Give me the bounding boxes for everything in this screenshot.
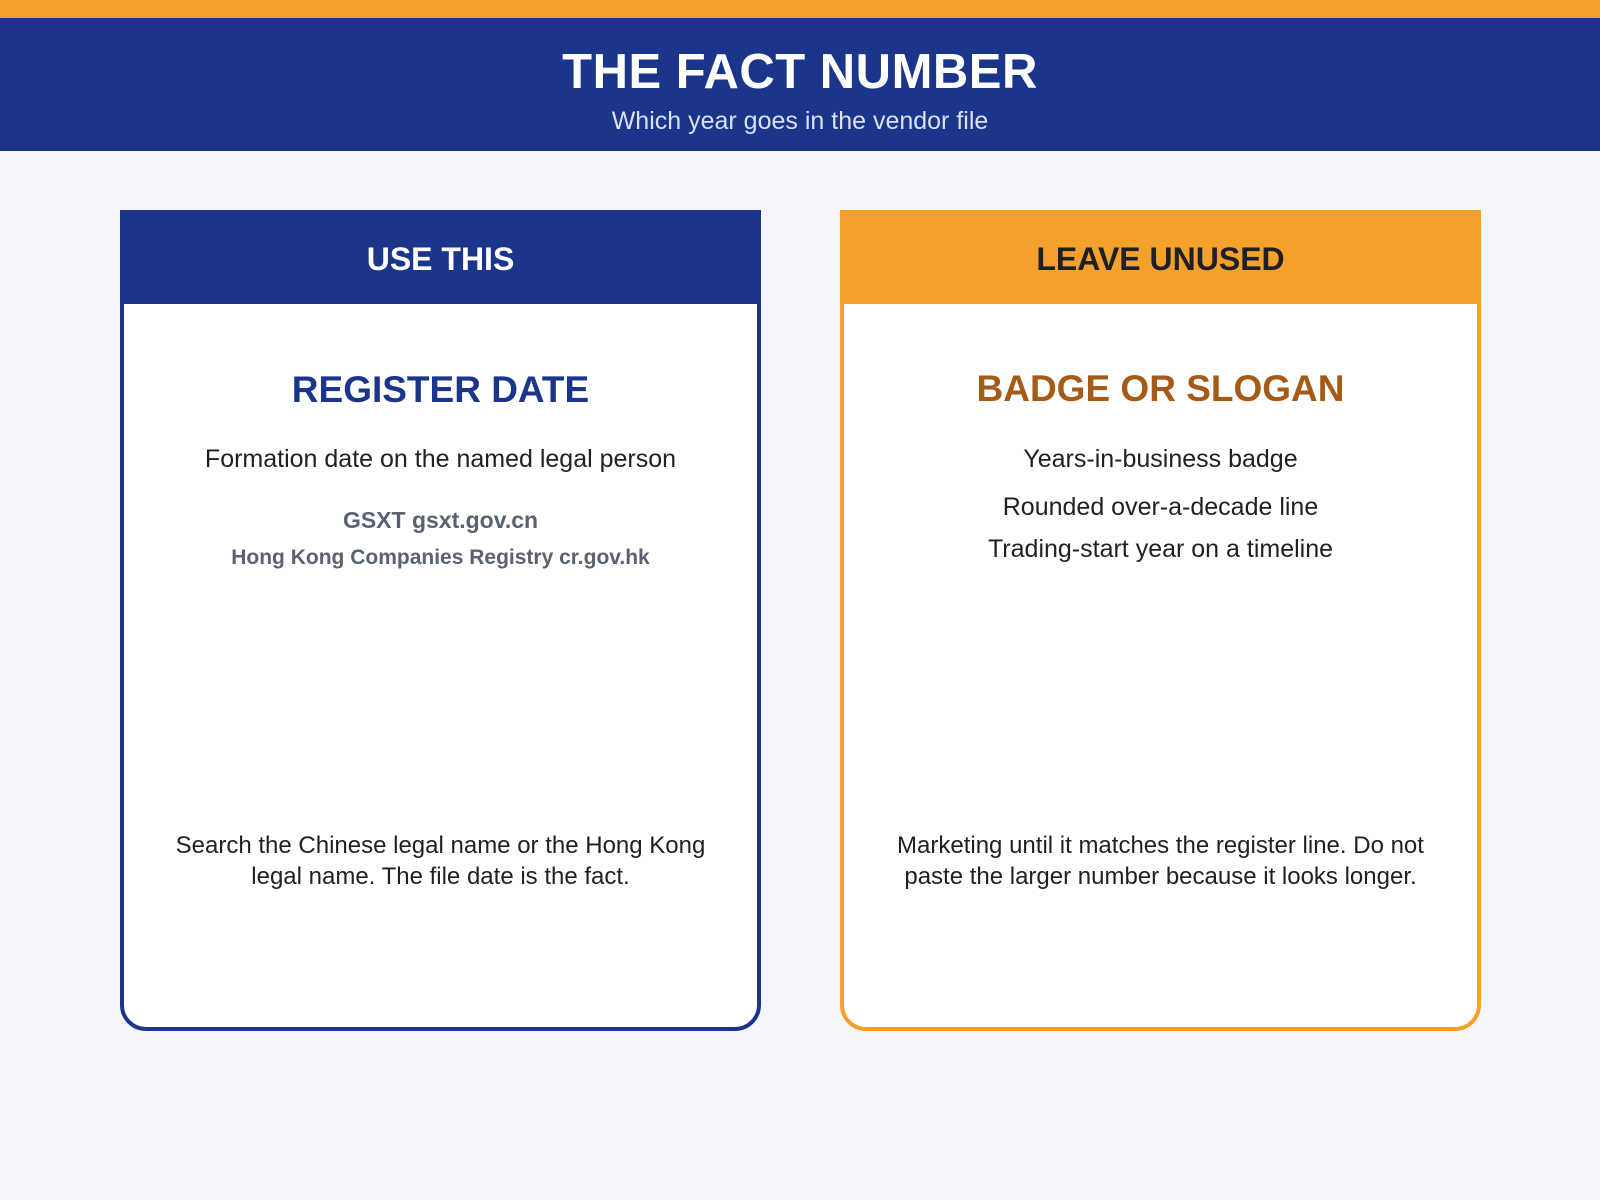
unused-item: Years-in-business badge [1023, 445, 1298, 473]
unused-item: Rounded over-a-decade line [1002, 493, 1319, 521]
register-date-heading: REGISTER DATE [291, 369, 590, 410]
header-banner [0, 18, 1600, 151]
top-accent-stripe [0, 0, 1600, 18]
leave-unused-note: Marketing until it matches the register line. Do not paste the larger number because it looks longer. [897, 832, 1424, 890]
leave-unused-card-header: LEAVE UNUSED [844, 214, 1477, 304]
source-hk-companies-registry: Hong Kong Companies Registry cr.gov.hk [231, 546, 650, 569]
unused-item: Trading-start year on a timeline [987, 535, 1334, 563]
page-title: THE FACT NUMBER [562, 45, 1038, 99]
use-this-note: Search the Chinese legal name or the Hong Kong legal name. The file date is the fact. [175, 832, 706, 890]
use-this-card-header: USE THIS [124, 214, 757, 304]
badge-or-slogan-heading: BADGE OR SLOGAN [976, 368, 1345, 409]
leave-unused-card [840, 210, 1481, 1031]
register-date-description: Formation date on the named legal person [204, 445, 677, 473]
page-subtitle: Which year goes in the vendor file [611, 107, 989, 135]
source-gsxt: GSXT gsxt.gov.cn [342, 507, 539, 533]
use-this-card [120, 210, 761, 1031]
